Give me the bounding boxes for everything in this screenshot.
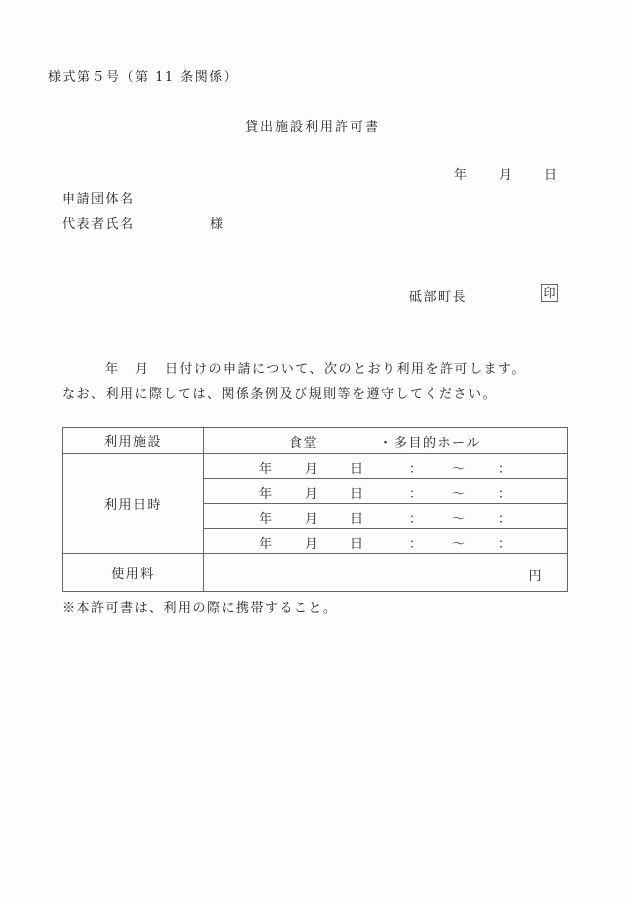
dt-colon-start: ： [409, 462, 424, 477]
dt-colon-end: ： [498, 537, 513, 552]
facility-option-hall: 多目的ホール [394, 436, 481, 451]
datetime-label: 利用日時 [63, 454, 204, 554]
datetime-cell [204, 479, 568, 504]
issuer-name: 砥部町長 [409, 290, 468, 305]
facility-separator: ・ [379, 436, 394, 451]
issue-day: 日 [544, 168, 559, 183]
honorific: 様 [210, 217, 225, 232]
footnote: ※本許可書は、利用の際に携帯すること。 [62, 601, 338, 616]
dt-tilde: ～ [452, 512, 467, 527]
facility-cell [204, 428, 568, 454]
form-number: 様式第５号（第 11 条関係） [48, 70, 239, 85]
dt-month: 月 [305, 537, 320, 552]
fee-unit: 円 [528, 569, 543, 584]
dt-colon-start: ： [409, 512, 424, 527]
dt-month: 月 [305, 512, 320, 527]
document-title: 貸出施設利用許可書 [245, 120, 381, 135]
dt-tilde: ～ [452, 537, 467, 552]
dt-month: 月 [305, 462, 320, 477]
dt-year: 年 [259, 512, 274, 527]
datetime-cell [204, 529, 568, 554]
dt-tilde: ～ [452, 487, 467, 502]
dt-year: 年 [259, 462, 274, 477]
datetime-cell [204, 454, 568, 479]
seal-mark: 印 [541, 284, 558, 302]
facility-option-cafeteria: 食堂 [289, 436, 319, 451]
datetime-cell [204, 504, 568, 529]
body-month: 月 [135, 362, 150, 377]
dt-colon-end: ： [498, 462, 513, 477]
fee-label: 使用料 [63, 554, 204, 592]
permit-table [62, 427, 568, 592]
facility-row [63, 428, 568, 454]
datetime-row [63, 454, 568, 479]
dt-month: 月 [305, 487, 320, 502]
dt-day: 日 [350, 487, 365, 502]
issue-year: 年 [454, 168, 469, 183]
body-year: 年 [105, 362, 120, 377]
fee-cell [204, 554, 568, 592]
dt-colon-start: ： [409, 537, 424, 552]
dt-colon-end: ： [498, 512, 513, 527]
fee-row [63, 554, 568, 592]
representative-label: 代表者氏名 [62, 217, 135, 232]
dt-colon-end: ： [498, 487, 513, 502]
issue-month: 月 [499, 168, 514, 183]
dt-day: 日 [350, 462, 365, 477]
dt-day: 日 [350, 512, 365, 527]
applicant-group-label: 申請団体名 [62, 192, 135, 207]
dt-year: 年 [259, 487, 274, 502]
dt-year: 年 [259, 537, 274, 552]
body-text-line2: なお、利用に際しては、関係条例及び規則等を遵守してください。 [62, 387, 498, 402]
dt-colon-start: ： [409, 487, 424, 502]
facility-label: 利用施設 [63, 428, 204, 454]
dt-tilde: ～ [452, 462, 467, 477]
body-text-line1: 日付けの申請について、次のとおり利用を許可します。 [165, 362, 526, 377]
dt-day: 日 [350, 537, 365, 552]
